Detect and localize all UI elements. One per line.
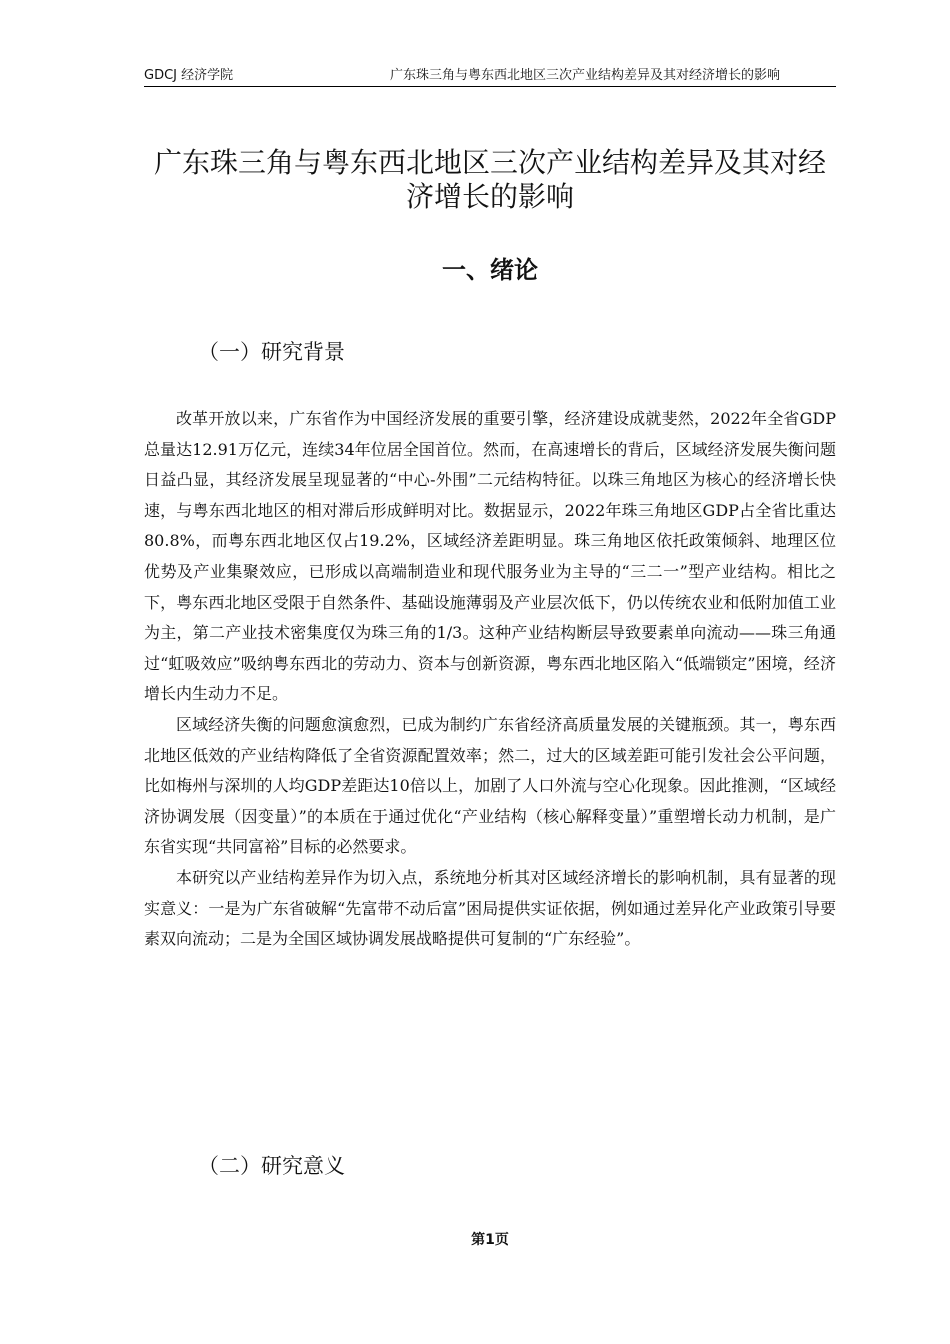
section-heading-introduction: 一、绪论 [442,256,538,284]
paragraph: 本研究以产业结构差异作为切入点，系统地分析其对区域经济增长的影响机制，具有显著的现实意义：一是为广东省破解“先富带不动后富”困局提供实证依据，例如通过差异化产业政策引导要素双向流动；二是为全国区域协调发展战略提供可复制的“广东经验”。 [144,867,836,949]
paper-title [144,146,836,214]
paper-title-line-2: 济增长的影响 [405,180,574,213]
paragraph: 区域经济失衡的问题愈演愈烈，已成为制约广东省经济高质量发展的关键瓶颈。其一，粤东西北地区低效的产业结构降低了全省资源配置效率；然二，过大的区域差距可能引发社会公平问题，比如梅州与深圳的人均GDP差距达10倍以上，加剧了人口外流与空心化现象。因此推测，“区域经济协调发展（因变量）”的本质在于通过优化“产业结构（核心解释变量）”重塑增长动力机制，是广东省实现“共同富裕”目标的必然要求。 [144,714,836,857]
running-header [144,66,836,87]
subsection-heading-background: （一）研究背景 [198,340,345,364]
body-text [144,404,836,955]
paragraph: 改革开放以来，广东省作为中国经济发展的重要引擎，经济建设成就斐然，2022年全省GDP总量达12.91万亿元，连续34年位居全国首位。然而，在高速增长的背后，区域经济发展失衡问题日益凸显，其经济发展呈现显著的“中心-外围”二元结构特征。以珠三角地区为核心的经济增长快速，与粤东西北地区的相对滞后形成鲜明对比。数据显示，2022年珠三角地区GDP占全省比重达80.8%，而粤东西北地区仅占19.2%，区域经济差距明显。珠三角地区依托政策倾斜、地理区位优势及产业集聚效应，已形成以高端制造业和现代服务业为主导的“三二一”型产业结构。相比之下，粤东西北地区受限于自然条件、基础设施薄弱及产业层次低下，仍以传统农业和低附加值工业为主，第二产业技术密集度仅为珠三角的1/3。这种产业结构断层导致要素单向流动——珠三角通过“虹吸效应”吸纳粤东西北的劳动力、资本与创新资源，粤东西北地区陷入“低端锁定”困境，经济增长内生动力不足。 [144,409,836,704]
header-paper-title: 广东珠三角与粤东西北地区三次产业结构差异及其对经济增长的影响 [389,68,780,83]
header-school: GDCJ 经济学院 [144,68,234,83]
page-number: 第1页 [471,1232,509,1248]
subsection-heading-significance: （二）研究意义 [198,1154,345,1178]
paper-title-line-1: 广东珠三角与粤东西北地区三次产业结构差异及其对经 [153,146,826,179]
